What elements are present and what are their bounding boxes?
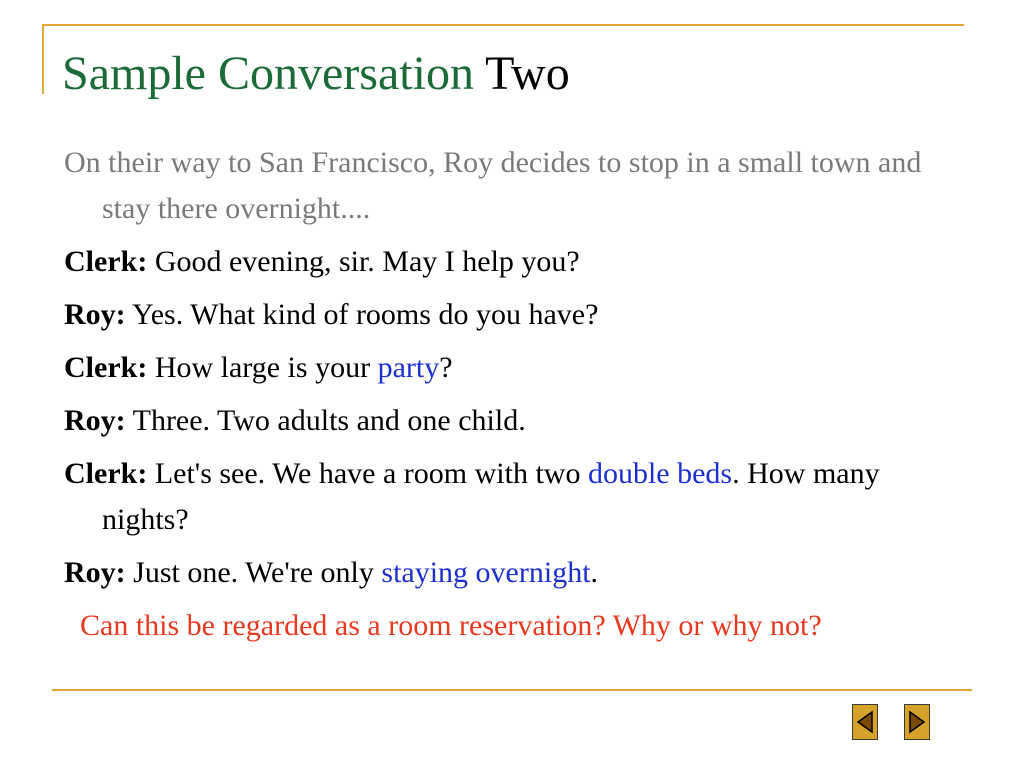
dialogue-line-roy-3 [64, 550, 964, 596]
speaker-label: Roy: [64, 298, 126, 331]
frame-left-line [42, 24, 44, 94]
slide-body [64, 140, 964, 649]
dialogue-line-clerk-3 [64, 451, 964, 543]
dialogue-text: Three. Two adults and one child. [125, 404, 526, 437]
dialogue-text: Yes. What kind of rooms do you have? [125, 298, 599, 331]
speaker-label: Clerk: [64, 457, 148, 490]
dialogue-text-after: ? [439, 351, 453, 384]
hyperlink-double-beds[interactable]: double beds [587, 457, 733, 490]
title-suffix: Two [485, 47, 570, 100]
intro-paragraph: On their way to San Francisco, Roy decides to stop in a small town and stay there overnight.... [64, 146, 922, 225]
dialogue-text: Good evening, sir. May I help you? [147, 245, 580, 278]
previous-slide-button[interactable] [852, 704, 878, 740]
triangle-left-icon [853, 705, 877, 739]
hyperlink-party[interactable]: party [377, 351, 440, 384]
speaker-label: Roy: [64, 556, 126, 589]
speaker-label: Clerk: [64, 245, 148, 278]
footer-line [52, 689, 972, 691]
dialogue-text-after: . [590, 556, 599, 589]
dialogue-line-clerk-2 [64, 345, 964, 391]
hyperlink-staying-overnight[interactable]: staying overnight [381, 556, 591, 589]
slide-title [62, 44, 570, 104]
dialogue-line-clerk-1 [64, 239, 964, 285]
dialogue-line-roy-2 [64, 398, 964, 444]
speaker-label: Clerk: [64, 351, 148, 384]
frame-top-line [42, 24, 964, 26]
next-slide-button[interactable] [904, 704, 930, 740]
dialogue-line-roy-1 [64, 292, 964, 338]
dialogue-text: How large is your [147, 351, 378, 384]
triangle-right-icon [905, 705, 929, 739]
discussion-question: Can this be regarded as a room reservation? Why or why not? [80, 609, 822, 642]
dialogue-text: Let's see. We have a room with two [147, 457, 588, 490]
speaker-label: Roy: [64, 404, 126, 437]
dialogue-text-after: . How many nights? [102, 457, 880, 536]
title-main: Sample Conversation [62, 47, 474, 100]
dialogue-text: Just one. We're only [125, 556, 382, 589]
